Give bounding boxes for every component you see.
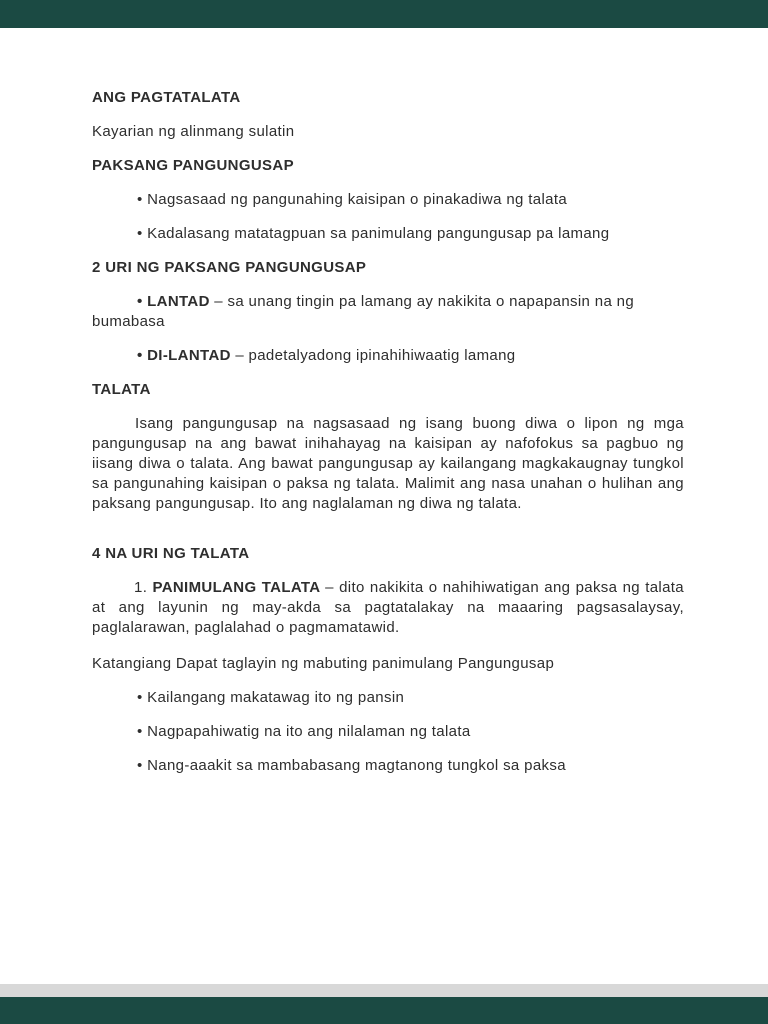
lantad-definition: – sa unang tingin pa lamang ay nakikita o napapansin na ng bumabasa	[92, 293, 635, 330]
bullet-item: • Nagpapahiwatig na ito ang nilalaman ng talata	[137, 723, 471, 740]
bullet-item: • Nang-aaakit sa mambabasang magtanong tungkol sa paksa	[137, 757, 566, 774]
bullet-item: • Kadalasang matatagpuan sa panimulang pangungusap pa lamang	[137, 225, 610, 242]
item-number: 1.	[134, 579, 153, 596]
section1-heading: PAKSANG PANGUNGUSAP	[92, 157, 294, 174]
item-term: PANIMULANG TALATA	[152, 579, 326, 596]
katangian-subheading: Katangiang Dapat taglayin ng mabuting panimulang Pangungusap	[92, 655, 555, 672]
section4-heading: 4 NA URI NG TALATA	[92, 545, 250, 562]
bullet-item: • Nagsasaad ng pangunahing kaisipan o pinakadiwa ng talata	[137, 191, 568, 208]
section2-heading: 2 URI NG PAKSANG PANGUNGUSAP	[92, 259, 367, 276]
top-border-bar	[0, 0, 768, 28]
dilantad-term: • DI-LANTAD	[137, 347, 236, 364]
document-content	[92, 88, 684, 790]
talata-paragraph: Isang pangungusap na nagsasaad ng isang buong diwa o lipon ng mga pangungusap na ang bawat inihahayag na kaisipan ay nafofokus sa pagbuo ng iisang diwa o talata. Ang bawat pangungusap ay kailangang magkakaugnay tungkol sa pangunahing kaisipan o paksa ng talata. Malimit ang nasa unahan o hulihan ang paksang pangungusap. Ito ang naglalaman ng diwa ng talata.	[92, 415, 684, 512]
doc-title: ANG PAGTATALATA	[92, 89, 241, 106]
bullet-item: • Kailangang makatawag ito ng pansin	[137, 689, 405, 706]
dilantad-definition: – padetalyadong ipinahihiwaatig lamang	[235, 347, 516, 364]
item-definition: – dito nakikita o nahihiwatigan ang paksa ng talata at ang layunin ng may-akda sa pagtatalakay na maaaring pagsasalaysay, paglalarawan, paglalahad o pagmamatawid.	[92, 579, 684, 636]
page-edge-strip	[0, 984, 768, 997]
doc-subtitle: Kayarian ng alinmang sulatin	[92, 123, 295, 140]
panimulang-talata-item	[92, 578, 684, 638]
bullet-lantad	[92, 292, 684, 332]
lantad-term: • LANTAD	[137, 293, 215, 310]
bottom-border-bar	[0, 997, 768, 1024]
section3-heading: TALATA	[92, 381, 151, 398]
bullet-dilantad	[92, 346, 684, 366]
